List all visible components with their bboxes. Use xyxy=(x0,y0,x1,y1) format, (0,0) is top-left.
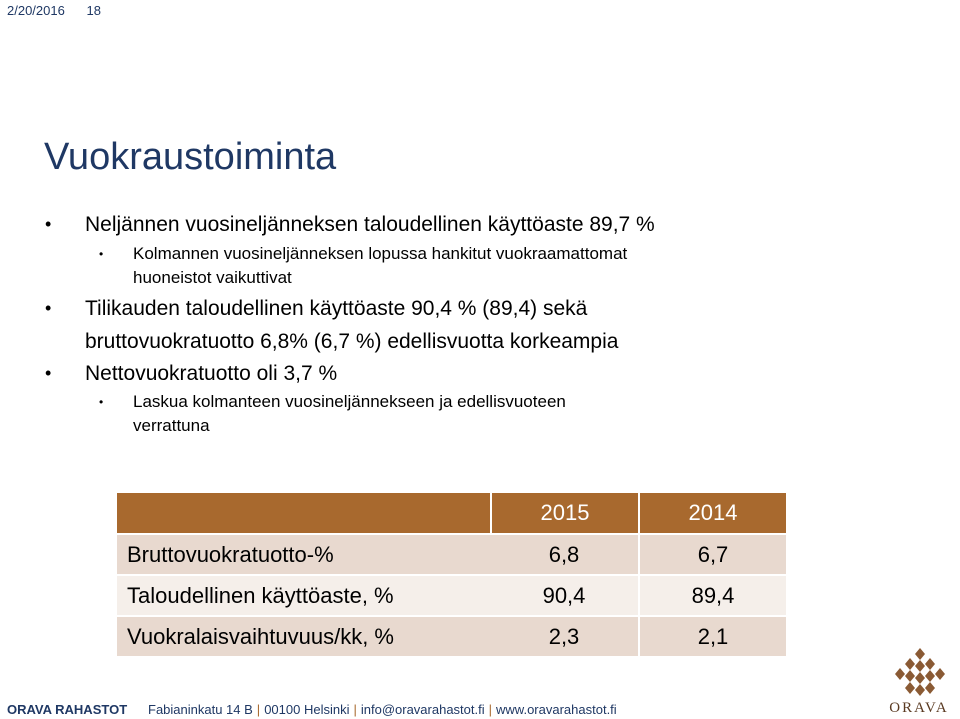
footer-web[interactable]: www.oravarahastot.fi xyxy=(496,702,617,717)
orava-logo-text: ORAVA xyxy=(889,700,949,716)
bullet-item: • Tilikauden taloudellinen käyttöaste 90,4 % (89,4) sekä xyxy=(85,292,587,325)
sub-bullet-continuation: verrattuna xyxy=(133,416,210,435)
bullet-item: • Nettovuokratuotto oli 3,7 % xyxy=(85,357,337,390)
table-cell-2014: 6,7 xyxy=(638,533,786,574)
table-header-2014: 2014 xyxy=(638,493,786,533)
table-row xyxy=(117,533,786,574)
sub-bullet-item: • Kolmannen vuosineljänneksen lopussa hankitut vuokraamattomat xyxy=(133,242,627,266)
footer-brand: ORAVA RAHASTOT xyxy=(7,702,128,717)
table-header-blank xyxy=(117,493,490,533)
table-header-2015: 2015 xyxy=(490,493,638,533)
table-row-label: Bruttovuokratuotto-% xyxy=(117,533,490,574)
footer-separator: | xyxy=(256,702,261,717)
footer-address: Fabianinkatu 14 B xyxy=(148,702,253,717)
bullet-item: • Neljännen vuosineljänneksen taloudellinen käyttöaste 89,7 % xyxy=(85,208,655,241)
slide-header xyxy=(7,3,101,18)
bullet-continuation: bruttovuokratuotto 6,8% (6,7 %) edellisvuotta korkeampia xyxy=(85,330,619,353)
table-cell-2015: 2,3 xyxy=(490,615,638,656)
table-cell-2014: 89,4 xyxy=(638,574,786,615)
table-header-row xyxy=(117,493,786,533)
table-row-label: Taloudellinen käyttöaste, % xyxy=(117,574,490,615)
slide-date: 2/20/2016 xyxy=(7,3,65,18)
table-cell-2014: 2,1 xyxy=(638,615,786,656)
footer-contact xyxy=(148,702,617,717)
table-row-label: Vuokralaisvaihtuvuus/kk, % xyxy=(117,615,490,656)
footer-email[interactable]: info@oravarahastot.fi xyxy=(360,702,485,717)
footer-separator: | xyxy=(353,702,357,717)
footer-postal: 00100 Helsinki xyxy=(264,702,350,717)
comparison-table xyxy=(117,493,786,656)
table-cell-2015: 6,8 xyxy=(490,533,638,574)
slide-footer xyxy=(0,699,960,719)
table-row xyxy=(117,574,786,615)
table-row xyxy=(117,615,786,656)
footer-separator: | xyxy=(488,702,493,717)
sub-bullet-continuation: huoneistot vaikuttivat xyxy=(133,268,292,287)
slide-page-number: 18 xyxy=(86,3,101,18)
page-title: Vuokraustoiminta xyxy=(44,136,337,178)
table-cell-2015: 90,4 xyxy=(490,574,638,615)
sub-bullet-item: • Laskua kolmanteen vuosineljännekseen ja edellisvuoteen xyxy=(133,390,566,414)
